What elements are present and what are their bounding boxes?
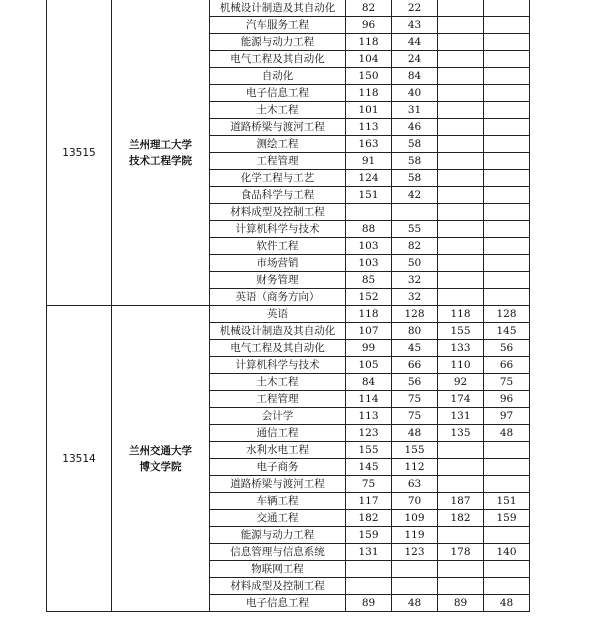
score-cell (438, 153, 484, 170)
score-cell: 42 (392, 187, 438, 204)
score-cell: 48 (392, 425, 438, 442)
score-cell: 66 (484, 357, 530, 374)
score-cell: 151 (484, 493, 530, 510)
score-cell (484, 0, 530, 17)
score-cell (484, 272, 530, 289)
score-cell: 43 (392, 17, 438, 34)
score-cell (484, 561, 530, 578)
score-cell (438, 17, 484, 34)
major-name-cell: 电气工程及其自动化 (210, 340, 346, 357)
school-code-cell: 13515 (47, 0, 112, 306)
score-cell: 187 (438, 493, 484, 510)
score-cell: 55 (392, 221, 438, 238)
score-cell: 84 (392, 68, 438, 85)
major-name-cell: 市场营销 (210, 255, 346, 272)
score-cell (484, 238, 530, 255)
score-cell (346, 561, 392, 578)
score-cell: 63 (392, 476, 438, 493)
score-cell: 128 (392, 306, 438, 323)
score-cell (484, 255, 530, 272)
score-cell: 103 (346, 238, 392, 255)
score-cell: 131 (438, 408, 484, 425)
score-cell: 155 (392, 442, 438, 459)
score-cell (438, 51, 484, 68)
score-cell (438, 221, 484, 238)
score-cell (484, 527, 530, 544)
score-cell: 182 (346, 510, 392, 527)
score-cell: 135 (438, 425, 484, 442)
score-cell: 124 (346, 170, 392, 187)
score-cell: 118 (346, 85, 392, 102)
major-name-cell: 机械设计制造及其自动化 (210, 0, 346, 17)
table-row (47, 0, 530, 17)
score-cell: 82 (346, 0, 392, 17)
score-cell (346, 578, 392, 595)
school-name-cell (112, 0, 210, 306)
score-cell: 109 (392, 510, 438, 527)
score-cell: 48 (484, 595, 530, 612)
score-cell (438, 170, 484, 187)
score-cell: 112 (392, 459, 438, 476)
score-cell (484, 85, 530, 102)
score-cell: 46 (392, 119, 438, 136)
score-cell: 66 (392, 357, 438, 374)
school-name-cell (112, 306, 210, 612)
major-name-cell: 信息管理与信息系统 (210, 544, 346, 561)
score-cell (438, 289, 484, 306)
score-cell (438, 442, 484, 459)
score-cell: 58 (392, 136, 438, 153)
score-cell: 40 (392, 85, 438, 102)
score-cell: 32 (392, 289, 438, 306)
score-cell: 114 (346, 391, 392, 408)
score-cell: 113 (346, 408, 392, 425)
score-cell: 145 (484, 323, 530, 340)
score-cell (438, 102, 484, 119)
score-cell (438, 238, 484, 255)
score-cell (484, 17, 530, 34)
score-cell (438, 136, 484, 153)
score-cell: 103 (346, 255, 392, 272)
score-cell: 48 (484, 425, 530, 442)
score-cell: 174 (438, 391, 484, 408)
major-name-cell: 工程管理 (210, 391, 346, 408)
score-cell (438, 272, 484, 289)
score-cell: 22 (392, 0, 438, 17)
score-cell: 178 (438, 544, 484, 561)
score-cell (438, 527, 484, 544)
major-name-cell: 土木工程 (210, 102, 346, 119)
table-row (47, 306, 530, 323)
score-cell (484, 34, 530, 51)
score-cell (438, 34, 484, 51)
score-cell: 101 (346, 102, 392, 119)
score-cell: 88 (346, 221, 392, 238)
score-cell: 155 (346, 442, 392, 459)
major-name-cell: 计算机科学与技术 (210, 221, 346, 238)
score-cell (484, 578, 530, 595)
score-cell: 75 (392, 408, 438, 425)
score-cell (484, 170, 530, 187)
major-name-cell: 会计学 (210, 408, 346, 425)
score-cell (438, 0, 484, 17)
score-cell (484, 442, 530, 459)
score-cell (484, 153, 530, 170)
score-cell (438, 85, 484, 102)
major-name-cell: 食品科学与工程 (210, 187, 346, 204)
score-cell (392, 561, 438, 578)
major-name-cell: 计算机科学与技术 (210, 357, 346, 374)
score-cell: 24 (392, 51, 438, 68)
major-name-cell: 电子信息工程 (210, 595, 346, 612)
score-cell: 150 (346, 68, 392, 85)
score-cell: 110 (438, 357, 484, 374)
score-cell (438, 459, 484, 476)
school-name-line2: 博文学院 (139, 460, 182, 473)
score-cell (438, 561, 484, 578)
score-cell: 58 (392, 153, 438, 170)
score-cell: 163 (346, 136, 392, 153)
score-cell: 133 (438, 340, 484, 357)
score-cell: 85 (346, 272, 392, 289)
major-name-cell: 道路桥梁与渡河工程 (210, 476, 346, 493)
school-name-line1: 兰州理工大学 (129, 138, 192, 151)
score-cell (438, 255, 484, 272)
score-cell: 131 (346, 544, 392, 561)
score-cell (438, 578, 484, 595)
score-cell (484, 119, 530, 136)
major-name-cell: 机械设计制造及其自动化 (210, 323, 346, 340)
score-cell: 118 (438, 306, 484, 323)
major-name-cell: 测绘工程 (210, 136, 346, 153)
major-name-cell: 水利水电工程 (210, 442, 346, 459)
score-cell: 140 (484, 544, 530, 561)
score-cell (484, 459, 530, 476)
score-cell: 128 (484, 306, 530, 323)
score-cell: 89 (438, 595, 484, 612)
score-cell (484, 289, 530, 306)
score-cell: 80 (392, 323, 438, 340)
major-name-cell: 能源与动力工程 (210, 527, 346, 544)
score-cell: 91 (346, 153, 392, 170)
score-cell (346, 204, 392, 221)
score-cell: 45 (392, 340, 438, 357)
score-cell: 75 (392, 391, 438, 408)
score-cell (438, 187, 484, 204)
major-name-cell: 电子信息工程 (210, 85, 346, 102)
score-cell: 182 (438, 510, 484, 527)
score-cell: 31 (392, 102, 438, 119)
score-cell (484, 51, 530, 68)
score-cell: 96 (346, 17, 392, 34)
score-cell: 89 (346, 595, 392, 612)
major-name-cell: 英语 (210, 306, 346, 323)
score-cell (438, 119, 484, 136)
score-cell (438, 476, 484, 493)
score-cell: 70 (392, 493, 438, 510)
score-cell (484, 102, 530, 119)
school-code-cell: 13514 (47, 306, 112, 612)
admission-score-table (46, 0, 530, 612)
major-name-cell: 英语（商务方向） (210, 289, 346, 306)
score-cell: 159 (346, 527, 392, 544)
score-cell: 159 (484, 510, 530, 527)
score-cell (484, 68, 530, 85)
major-name-cell: 交通工程 (210, 510, 346, 527)
major-name-cell: 汽车服务工程 (210, 17, 346, 34)
score-cell (484, 221, 530, 238)
score-cell: 105 (346, 357, 392, 374)
score-cell: 50 (392, 255, 438, 272)
major-name-cell: 工程管理 (210, 153, 346, 170)
score-cell: 56 (484, 340, 530, 357)
school-name-line2: 技术工程学院 (129, 154, 192, 167)
score-cell: 155 (438, 323, 484, 340)
major-name-cell: 土木工程 (210, 374, 346, 391)
table-body (47, 0, 530, 612)
major-name-cell: 车辆工程 (210, 493, 346, 510)
score-cell: 118 (346, 34, 392, 51)
score-cell: 118 (346, 306, 392, 323)
score-cell: 152 (346, 289, 392, 306)
score-cell: 113 (346, 119, 392, 136)
score-cell: 44 (392, 34, 438, 51)
score-cell (438, 204, 484, 221)
score-cell: 97 (484, 408, 530, 425)
major-name-cell: 电子商务 (210, 459, 346, 476)
score-cell: 123 (346, 425, 392, 442)
score-cell: 56 (392, 374, 438, 391)
score-cell: 104 (346, 51, 392, 68)
score-cell: 119 (392, 527, 438, 544)
score-cell: 92 (438, 374, 484, 391)
score-cell (438, 68, 484, 85)
major-name-cell: 软件工程 (210, 238, 346, 255)
score-cell: 58 (392, 170, 438, 187)
score-cell: 82 (392, 238, 438, 255)
score-cell: 32 (392, 272, 438, 289)
major-name-cell: 化学工程与工艺 (210, 170, 346, 187)
score-cell (392, 578, 438, 595)
major-name-cell: 材料成型及控制工程 (210, 204, 346, 221)
score-cell: 48 (392, 595, 438, 612)
score-cell (484, 136, 530, 153)
score-cell: 99 (346, 340, 392, 357)
major-name-cell: 自动化 (210, 68, 346, 85)
major-name-cell: 电气工程及其自动化 (210, 51, 346, 68)
score-cell (484, 476, 530, 493)
score-cell: 123 (392, 544, 438, 561)
score-cell: 75 (346, 476, 392, 493)
score-cell: 107 (346, 323, 392, 340)
school-name-line1: 兰州交通大学 (129, 444, 192, 457)
major-name-cell: 物联网工程 (210, 561, 346, 578)
major-name-cell: 财务管理 (210, 272, 346, 289)
score-cell: 84 (346, 374, 392, 391)
major-name-cell: 通信工程 (210, 425, 346, 442)
score-cell: 75 (484, 374, 530, 391)
score-cell (484, 204, 530, 221)
score-cell: 145 (346, 459, 392, 476)
major-name-cell: 材料成型及控制工程 (210, 578, 346, 595)
major-name-cell: 道路桥梁与渡河工程 (210, 119, 346, 136)
major-name-cell: 能源与动力工程 (210, 34, 346, 51)
score-cell: 151 (346, 187, 392, 204)
score-cell: 96 (484, 391, 530, 408)
score-cell: 117 (346, 493, 392, 510)
score-cell (392, 204, 438, 221)
score-cell (484, 187, 530, 204)
